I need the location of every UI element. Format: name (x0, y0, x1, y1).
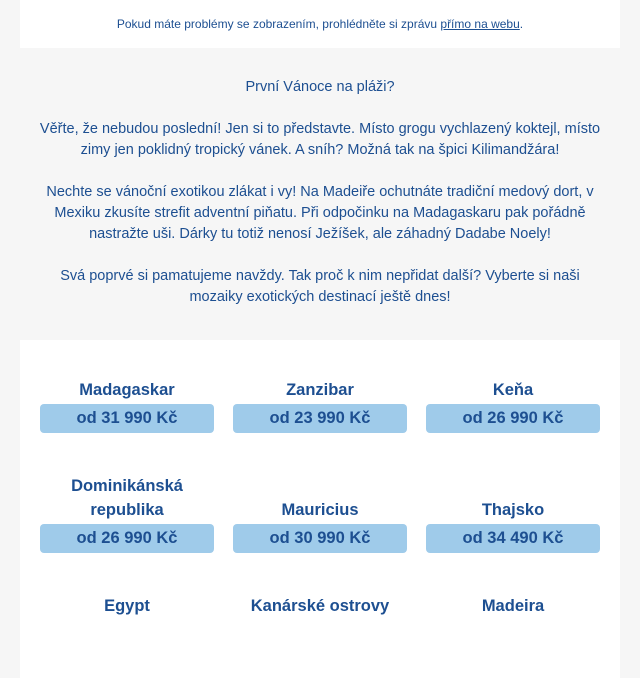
destination-name[interactable]: Mauricius (281, 501, 359, 519)
destination-name[interactable]: Madeira (481, 597, 545, 615)
price-button[interactable]: od 26 990 Kč (40, 524, 214, 553)
destination-card-kena[interactable] (426, 378, 600, 433)
intro-paragraph: Svá poprvé si pamatujeme navždy. Tak proč k nim nepřidat další? Vyberte si naši mozaiky exotických destinací ještě dnes! (60, 268, 580, 305)
view-online-end: . (519, 17, 524, 31)
destination-row (20, 474, 620, 553)
intro-section (20, 48, 620, 340)
destination-row (20, 378, 620, 433)
intro-paragraph: Nechte se vánoční exotikou zlákat i vy! Na Madeiře ochutnáte tradiční medový dort, v Mexiku zkusíte strefit adventní piňatu. Při odpočinku na Madagaskaru pak pořádně nastražte uši. Dárky tu totiž nenosí Ježíšek, ale záhadný Dadabe Noely! (46, 184, 594, 242)
destination-card-thajsko[interactable] (426, 474, 600, 553)
destination-name[interactable]: Kanárské ostrovy (250, 597, 390, 615)
price-button[interactable]: od 30 990 Kč (233, 524, 407, 553)
email-container (20, 0, 620, 678)
destination-name[interactable]: Keňa (492, 381, 534, 399)
view-online-bar (20, 0, 620, 48)
destination-card-madeira[interactable] (426, 594, 600, 620)
destination-name[interactable]: Egypt (104, 597, 150, 615)
destination-name[interactable]: Dominikánská republika (71, 477, 183, 519)
destination-name[interactable]: Madagaskar (79, 381, 175, 399)
intro-heading: První Vánoce na pláži? (245, 79, 395, 95)
destination-card-madagaskar[interactable] (40, 378, 214, 433)
destination-grid (20, 340, 620, 678)
view-online-link[interactable]: přímo na webu (440, 17, 520, 31)
destination-card-dominikanska-republika[interactable] (40, 474, 214, 553)
destination-card-kanarske-ostrovy[interactable] (233, 594, 407, 620)
intro-paragraph: Věřte, že nebudou poslední! Jen si to představte. Místo grogu vychlazený koktejl, místo zimy jen poklidný tropický vánek. A sníh? Možná tak na špici Kilimandžára! (39, 121, 601, 158)
price-button[interactable]: od 26 990 Kč (426, 404, 600, 433)
destination-name[interactable]: Zanzibar (286, 381, 354, 399)
destination-card-mauricius[interactable] (233, 474, 407, 553)
destination-card-zanzibar[interactable] (233, 378, 407, 433)
view-online-text: Pokud máte problémy se zobrazením, prohlédněte si zprávu (116, 17, 441, 31)
price-button[interactable]: od 34 490 Kč (426, 524, 600, 553)
destination-row (20, 594, 620, 620)
price-button[interactable]: od 31 990 Kč (40, 404, 214, 433)
destination-card-egypt[interactable] (40, 594, 214, 620)
price-button[interactable]: od 23 990 Kč (233, 404, 407, 433)
destination-name[interactable]: Thajsko (481, 501, 545, 519)
